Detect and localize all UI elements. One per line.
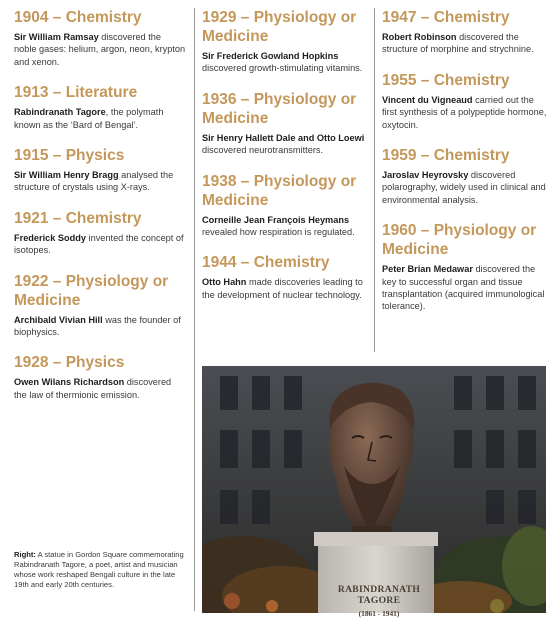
- laureate-column-3: [382, 8, 548, 328]
- laureate-entry-1915: [14, 146, 186, 194]
- laureate-entry-1938: [202, 172, 372, 239]
- caption-text: A statue in Gordon Square commemorating Rabindranath Tagore, a poet, artist and musician whose work reshaped Bengali culture in the late 19th and early 20th centuries.: [14, 550, 184, 589]
- entry-description: [382, 263, 548, 313]
- laureate-name: Rabindranath Tagore: [14, 107, 106, 118]
- entry-description: [382, 94, 548, 131]
- entry-description: [202, 132, 372, 157]
- achievement-text: discovered polarography, widely used in clinical and environmental analysis.: [382, 170, 546, 205]
- tagore-statue-photo: [202, 366, 546, 613]
- entry-heading: 1913 – Literature: [14, 84, 138, 102]
- laureate-name: Sir William Ramsay: [14, 32, 99, 42]
- entry-description: [14, 106, 186, 131]
- achievement-text: revealed how respiration is regulated.: [202, 227, 355, 238]
- laureate-entry-1959: [382, 146, 548, 206]
- laureate-entry-1913: [14, 83, 186, 131]
- entry-description: [14, 169, 186, 194]
- laureate-name: Corneille Jean François Heymans: [202, 214, 350, 225]
- laureate-name: Owen Wilans Richardson: [14, 377, 125, 388]
- entry-description: [202, 214, 372, 239]
- entry-description: [382, 169, 548, 206]
- plinth-inscription: [316, 584, 442, 618]
- laureate-entry-1955: [382, 71, 548, 131]
- entry-description: [202, 50, 372, 75]
- laureate-entry-1922: [14, 272, 186, 339]
- entry-heading: 1904 – Chemistry: [14, 9, 142, 26]
- achievement-text: discovered growth-stimulating vitamins.: [202, 63, 363, 74]
- entry-heading: 1928 – Physics: [14, 354, 125, 372]
- caption-lead: Right:: [14, 550, 36, 559]
- photo-caption: [14, 550, 184, 590]
- laureate-entry-1904: [14, 8, 186, 68]
- laureate-name: Sir William Henry Bragg: [14, 170, 119, 181]
- achievement-text: made discoveries leading to the development of nuclear technology.: [202, 277, 363, 300]
- statue-illustration: [202, 366, 546, 613]
- plinth-years: (1861 - 1941): [358, 609, 400, 618]
- laureate-name: Robert Robinson: [382, 32, 457, 42]
- laureate-name: Otto Hahn: [202, 277, 247, 288]
- laureate-entry-1929: [202, 8, 372, 75]
- entry-description: [14, 31, 186, 68]
- entry-description: [14, 232, 186, 257]
- laureate-entry-1921: [14, 209, 186, 257]
- laureate-name: Sir Frederick Gowland Hopkins: [202, 51, 339, 61]
- laureate-name: Peter Brian Medawar: [382, 264, 473, 275]
- laureate-entry-1947: [382, 8, 548, 56]
- entry-heading: 1944 – Chemistry: [202, 254, 330, 272]
- laureate-column-1: [14, 8, 186, 416]
- laureate-entry-1944: [202, 253, 372, 301]
- achievement-text: carried out the first synthesis of a polypeptide hormone, oxytocin.: [382, 94, 547, 130]
- achievement-text: discovered neurotransmitters.: [202, 145, 324, 156]
- entry-heading: 1929 – Physiology or Medicine: [202, 9, 357, 45]
- laureate-column-2: [202, 8, 372, 316]
- entry-description: [14, 314, 186, 339]
- achievement-text: discovered the structure of morphine and strychnine.: [382, 32, 534, 55]
- entry-heading: 1960 – Physiology or Medicine: [382, 222, 537, 259]
- achievement-text: discovered the noble gases: helium, argon, neon, krypton and xenon.: [14, 32, 186, 67]
- achievement-text: discovered the law of thermionic emission.: [14, 377, 172, 400]
- laureate-name: Archibald Vivian Hill: [14, 314, 103, 325]
- entry-description: [14, 376, 186, 401]
- laureate-entry-1928: [14, 353, 186, 401]
- achievement-text: , the polymath known as the ‘Bard of Bengal’.: [14, 107, 164, 130]
- entry-heading: 1921 – Chemistry: [14, 209, 142, 227]
- column-divider-1: [194, 8, 195, 611]
- entry-heading: 1915 – Physics: [14, 147, 125, 165]
- plinth-name: RABINDRANATH TAGORE: [337, 584, 421, 606]
- entry-heading: 1947 – Chemistry: [382, 9, 510, 26]
- laureate-name: Sir Henry Hallett Dale and Otto Loewi: [202, 132, 365, 143]
- column-divider-2: [374, 8, 375, 352]
- entry-heading: 1955 – Chemistry: [382, 71, 510, 89]
- entry-heading: 1936 – Physiology or Medicine: [202, 90, 357, 127]
- entry-description: [202, 276, 372, 301]
- achievement-text: invented the concept of isotopes.: [14, 232, 184, 256]
- entry-heading: 1922 – Physiology or Medicine: [14, 272, 169, 309]
- laureate-name: Jaroslav Heyrovsky: [382, 170, 469, 181]
- laureate-entry-1960: [382, 221, 548, 313]
- laureate-name: Frederick Soddy: [14, 232, 86, 243]
- laureate-name: Vincent du Vigneaud: [382, 94, 473, 105]
- achievement-text: was the founder of biophysics.: [14, 314, 181, 338]
- laureate-entry-1936: [202, 90, 372, 157]
- entry-heading: 1959 – Chemistry: [382, 147, 510, 165]
- entry-description: [382, 31, 548, 56]
- achievement-text: analysed the structure of crystals using X-rays.: [14, 170, 174, 193]
- achievement-text: discovered the key to successful organ and tissue transplantation (acquired immunological tolerance).: [382, 264, 545, 312]
- entry-heading: 1938 – Physiology or Medicine: [202, 172, 357, 209]
